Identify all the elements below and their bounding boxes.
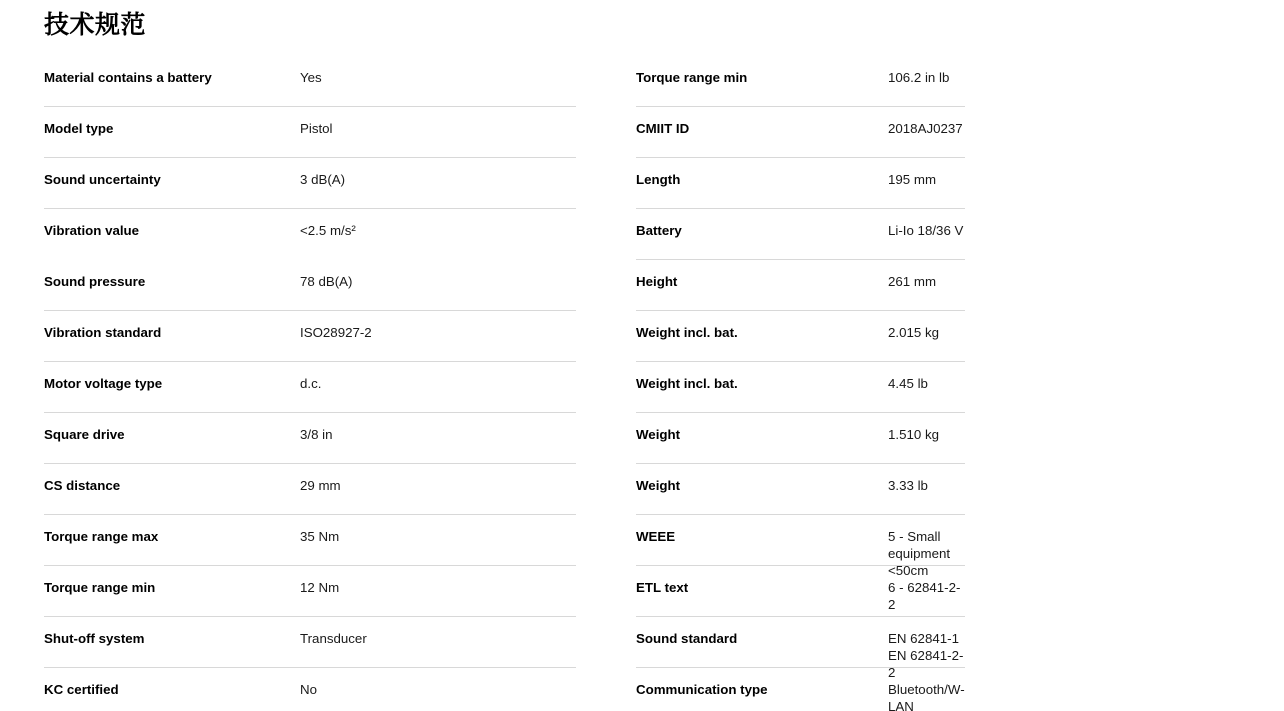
table-row: [636, 413, 965, 464]
table-row: [636, 56, 965, 107]
table-row: [636, 260, 965, 311]
spec-label: Weight incl. bat.: [636, 325, 738, 340]
table-row: [636, 617, 965, 680]
spec-label: Motor voltage type: [44, 376, 163, 391]
spec-label: Weight: [636, 478, 681, 493]
spec-value: 4.45 lb: [888, 376, 928, 391]
spec-label: Torque range min: [636, 70, 748, 85]
spec-label: Torque range min: [44, 580, 156, 595]
spec-label: Shut-off system: [44, 631, 145, 646]
spec-label: Weight: [636, 427, 681, 442]
spec-value: 195 mm: [888, 172, 937, 187]
spec-value: EN 62841-1 EN 62841-2-2: [888, 631, 964, 680]
spec-value: 29 mm: [300, 478, 341, 493]
spec-label: Sound standard: [636, 631, 738, 646]
spec-value: <2.5 m/s²: [300, 223, 356, 238]
table-row: [636, 209, 965, 260]
spec-value: d.c.: [300, 376, 322, 391]
spec-value: 1.510 kg: [888, 427, 940, 442]
spec-label: Material contains a battery: [44, 70, 212, 85]
spec-label: Sound pressure: [44, 274, 146, 289]
spec-value: 2018AJ0237: [888, 121, 963, 136]
spec-label: Torque range max: [44, 529, 159, 544]
spec-value: 3.33 lb: [888, 478, 928, 493]
spec-value: 35 Nm: [300, 529, 340, 544]
spec-value: Pistol: [300, 121, 333, 136]
spec-value: 3 dB(A): [300, 172, 346, 187]
spec-value: 3/8 in: [300, 427, 333, 442]
spec-value: 5 - Small equipment <50cm: [888, 529, 951, 578]
page-title: 技术规范: [44, 11, 147, 39]
table-row: [636, 107, 965, 158]
table-row: [636, 362, 965, 413]
spec-label: Length: [636, 172, 681, 187]
spec-label: Vibration value: [44, 223, 140, 238]
spec-value: 12 Nm: [300, 580, 340, 595]
spec-label: CMIIT ID: [636, 121, 690, 136]
spec-label: ETL text: [636, 580, 689, 595]
spec-value: 261 mm: [888, 274, 937, 289]
spec-value: 2.015 kg: [888, 325, 940, 340]
spec-label: Communication type: [636, 682, 768, 697]
spec-label: Weight incl. bat.: [636, 376, 738, 391]
table-row: [636, 464, 965, 515]
table-row: [636, 158, 965, 209]
spec-label: Square drive: [44, 427, 125, 442]
spec-value: Transducer: [300, 631, 367, 646]
table-row: [636, 311, 965, 362]
spec-label: Model type: [44, 121, 114, 136]
spec-label: Sound uncertainty: [44, 172, 161, 187]
spec-value: Li-Io 18/36 V: [888, 223, 964, 238]
spec-value: 6 - 62841-2-2: [888, 580, 961, 612]
spec-value: ISO28927-2: [300, 325, 372, 340]
spec-label: Vibration standard: [44, 325, 162, 340]
spec-label: KC certified: [44, 682, 119, 697]
spec-value: 78 dB(A): [300, 274, 353, 289]
spec-label: Battery: [636, 223, 682, 238]
table-row: [636, 515, 965, 578]
spec-value: No: [300, 682, 317, 697]
spec-value: Bluetooth/W-LAN: [888, 682, 965, 711]
spec-columns: [0, 42, 1284, 711]
spec-label: Height: [636, 274, 678, 289]
spec-label: CS distance: [44, 478, 121, 493]
spec-value: Yes: [300, 70, 322, 85]
spec-value: 106.2 in lb: [888, 70, 950, 85]
spec-column-right: [0, 56, 1043, 711]
spec-label: WEEE: [636, 529, 676, 544]
